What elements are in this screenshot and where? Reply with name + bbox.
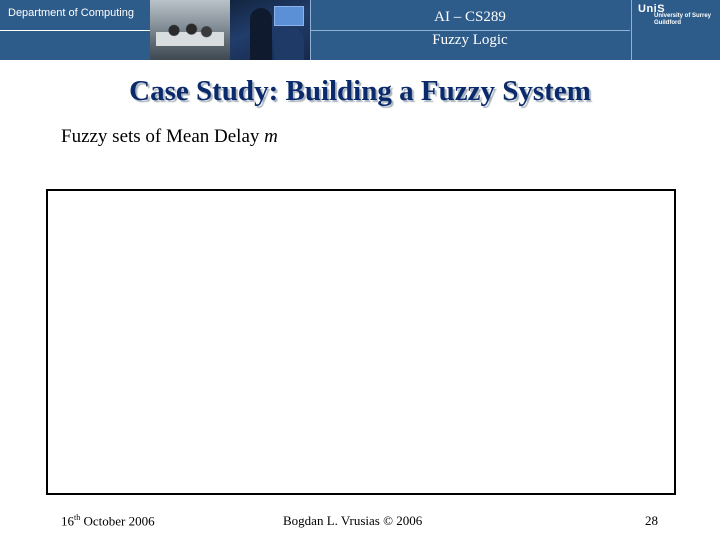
footer-date-suffix: th [74, 513, 81, 522]
students-photo [230, 0, 310, 60]
subtitle-text: Fuzzy sets of Mean Delay [61, 126, 265, 147]
logo-name-line: Guildford [654, 20, 681, 26]
student-shape [250, 8, 272, 60]
course-code: AI – CS289 [434, 9, 506, 25]
logo-university-name [654, 13, 711, 27]
lab-people-shape [164, 20, 214, 46]
header-divider [0, 30, 150, 31]
footer-date-rest: October 2006 [80, 513, 155, 529]
footer-date-day: 16 [61, 513, 74, 529]
footer-date [61, 513, 155, 529]
figure-placeholder [46, 189, 676, 495]
department-label: Department of Computing [8, 7, 134, 19]
logo-mark: UniS [638, 3, 666, 15]
university-logo [634, 0, 720, 30]
footer-author: Bogdan L. Vrusias © 2006 [283, 513, 423, 528]
computer-lab-photo [150, 0, 230, 60]
course-topic: Fuzzy Logic [432, 32, 508, 48]
student-shape [274, 28, 304, 60]
logo-name-line: University of Surrey [654, 13, 712, 19]
course-title-divider [310, 30, 630, 31]
slide-title: Case Study: Building a Fuzzy System [129, 75, 591, 107]
slide-subtitle [61, 126, 278, 148]
page-number: 28 [645, 513, 658, 528]
monitor-shape [274, 6, 304, 26]
header-bar [0, 0, 720, 60]
subtitle-variable: m [264, 126, 278, 147]
